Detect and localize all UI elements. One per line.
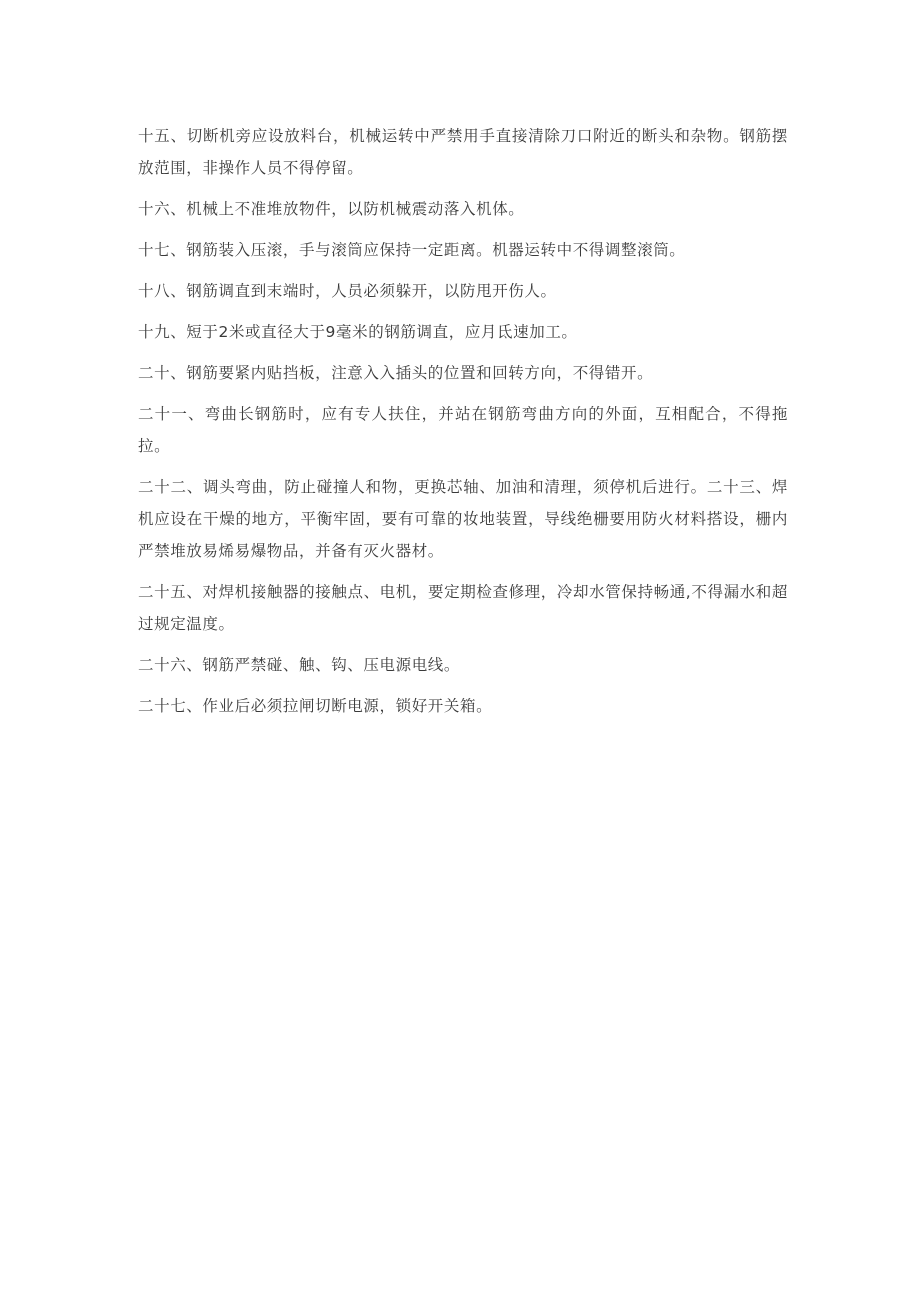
paragraph-15: 十五、切断机旁应设放料台，机械运转中严禁用手直接清除刀口附近的断头和杂物。钢筋摆放范围，非操作人员不得停留。 — [138, 127, 788, 177]
paragraph-17: 十七、钢筋装入压滚，手与滚筒应保持一定距离。机器运转中不得调整滚筒。 — [138, 241, 686, 259]
paragraph-21: 二十一、弯曲长钢筋时，应有专人扶住，并站在钢筋弯曲方向的外面，互相配合，不得拖拉。 — [138, 405, 788, 455]
paragraph-22-23: 二十二、调头弯曲，防止碰撞人和物，更换芯轴、加油和清理，须停机后进行。二十三、焊机应设在干燥的地方，平衡牢固，要有可靠的妆地装置，导线绝栅要用防火材料搭设，栅内严禁堆放易烯易爆物品，并备有灭火器材。 — [138, 478, 788, 560]
document-body — [138, 120, 788, 731]
paragraph-25: 二十五、对焊机接触器的接触点、电机，要定期检查修理，冷却水管保持畅通,不得漏水和超过规定温度。 — [138, 583, 788, 633]
paragraph-20: 二十、钢筋要紧内贴挡板，注意入入插头的位置和回转方向，不得错开。 — [138, 364, 654, 382]
paragraph-19: 十九、短于2米或直径大于9毫米的钢筋调直，应月氐速加工。 — [138, 323, 578, 341]
paragraph-27: 二十七、作业后必须拉闸切断电源，锁好开关箱。 — [138, 697, 493, 715]
paragraph-26: 二十六、钢筋严禁碰、触、钩、压电源电线。 — [138, 656, 461, 674]
paragraph-18: 十八、钢筋调直到末端时，人员必须躲开，以防甩开伤人。 — [138, 282, 557, 300]
paragraph-16: 十六、机械上不准堆放物件，以防机械震动落入机体。 — [138, 200, 525, 218]
